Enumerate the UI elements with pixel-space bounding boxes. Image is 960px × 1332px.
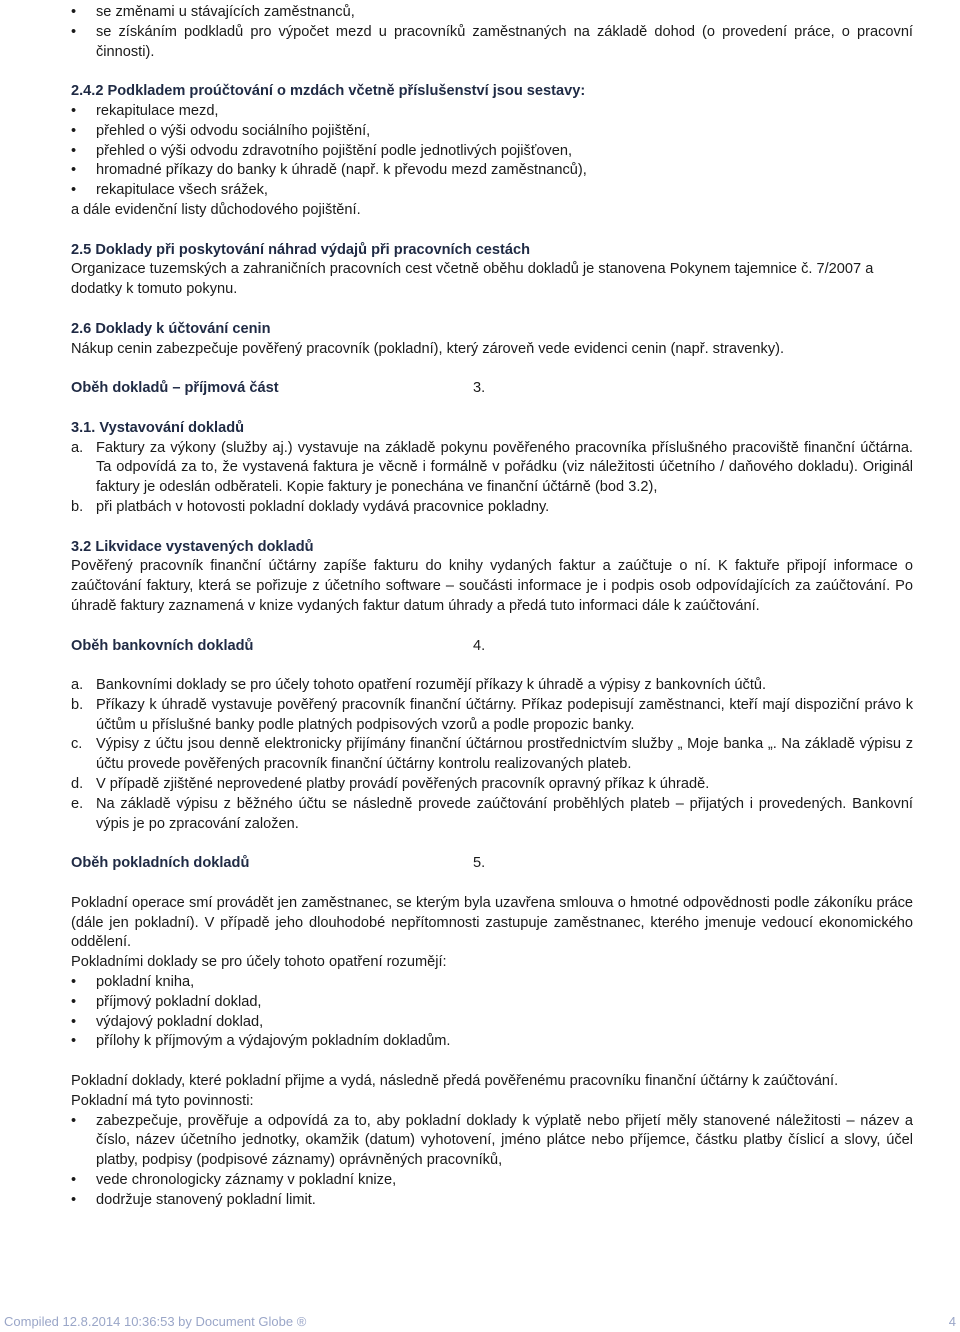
list-item: • dodržuje stanovený pokladní limit.	[71, 1191, 913, 1211]
item-text: Příkazy k úhradě vystavuje pověřený pracovník finanční účtárny. Příkaz podepisují zaměstnanci, kteří mají dispoziční právo k účtům u příslušné banky podle platných podpisových vzorů a podle propozic banky.	[96, 696, 913, 733]
item-text: Bankovními doklady se pro účely tohoto opatření rozumějí příkazy k úhradě a výpisy z bankovních účtů.	[96, 677, 767, 694]
list-item: • pokladní kniha,	[71, 973, 913, 993]
section-heading-3-1: 3.1. Vystavování dokladů	[71, 419, 245, 436]
list-item: • rekapitulace všech srážek,	[71, 181, 913, 201]
list-item: • přílohy k příjmovým a výdajovým pokladním dokladům.	[71, 1032, 913, 1052]
list-item	[71, 439, 913, 498]
list-item	[71, 498, 913, 518]
paragraph: Pokladní doklady, které pokladní přijme a vydá, následně předá pověřenému pracovníku finanční účtárny k zaúčtování.	[71, 1073, 839, 1090]
paragraph: Nákup cenin zabezpečuje pověřený pracovník (pokladní), který zároveň vede evidenci cenin (např. stravenky).	[71, 340, 785, 357]
list-item	[71, 696, 913, 736]
paragraph: Pokladními doklady se pro účely tohoto opatření rozumějí:	[71, 954, 447, 971]
paragraph: Pokladní operace smí provádět jen zaměstnanec, se kterým byla uzavřena smlouva o hmotné odpovědnosti podle zákoníku práce (dále jen pokladní). V případě jeho dlouhodobé nepřítomnosti zastupuje zaměstnanec, kterého jmenuje vedoucí ekonomického oddělení.	[71, 894, 913, 951]
item-label: b.	[71, 696, 84, 713]
chapter-number: 3.	[473, 380, 486, 397]
footer-compiled-note: Compiled 12.8.2014 10:36:53 by Document Globe ®	[4, 1314, 307, 1329]
list-item	[71, 676, 913, 696]
list-item: • se změnami u stávajících zaměstnanců,	[71, 3, 913, 23]
page-number: 4	[948, 1314, 956, 1329]
item-text: Výpisy z účtu jsou denně elektronicky přijímány finanční účtárnou prostřednictvím služby „ Moje banka „. Na základě výpisu z účtu provede pověřených pracovník finanční účtárny kontrolu realizovaných plateb.	[96, 736, 913, 773]
section-heading-3-2: 3.2 Likvidace vystavených dokladů	[71, 538, 314, 555]
section-heading-2-5: 2.5 Doklady při poskytování náhrad výdajů při pracovních cestách	[71, 241, 531, 258]
paragraph: Pověřený pracovník finanční účtárny zapíše fakturu do knihy vydaných faktur a zaúčtuje o ní. K faktuře připojí informace o zaúčtování faktury, která se pořizuje z účetního software – součásti informace je i podpis osob odpovídajících za zaúčtování. Po úhradě faktury zaznamená v knize vydaných faktur datum úhrady a předá tuto informaci dále k zaúčtování.	[71, 558, 913, 614]
chapter-heading-5	[71, 854, 913, 874]
chapter-title: Oběh dokladů – příjmová část	[71, 380, 279, 397]
item-label: a.	[71, 439, 84, 456]
item-label: c.	[71, 736, 83, 753]
list-item: • zabezpečuje, prověřuje a odpovídá za to, aby pokladní doklady k výplatě nebo přijetí měly stanovené náležitosti – název a číslo, název účetního jednotky, okamžik (datum) vyhotovení, jméno plátce nebo příjemce, částku platby číslicí a slovy, účel platby, podpisy (podpisové záznamy) oprávněných pracovníků,	[71, 1112, 913, 1171]
list-item	[71, 795, 913, 835]
list-item: • hromadné příkazy do banky k úhradě (např. k převodu mezd zaměstnanců),	[71, 161, 913, 181]
list-item: • vede chronologicky záznamy v pokladní knize,	[71, 1171, 913, 1191]
item-text: Na základě výpisu z běžného účtu se následně provede zaúčtování proběhlých plateb – přijatých i provedených. Bankovní výpis je po zpracování založen.	[96, 795, 913, 832]
item-text: V případě zjištěné neprovedené platby provádí pověřených pracovník opravný příkaz k úhradě.	[96, 776, 710, 793]
paragraph: Pokladní má tyto povinnosti:	[71, 1092, 254, 1109]
chapter-heading-4	[71, 637, 913, 657]
paragraph: Organizace tuzemských a zahraničních pracovních cest včetně oběhu dokladů je stanovena Pokynem tajemnice č. 7/2007 a dodatky k tomuto pokynu.	[71, 261, 874, 298]
list-item: • přehled o výši odvodu zdravotního pojištění podle jednotlivých pojišťoven,	[71, 142, 913, 162]
list-item: • přehled o výši odvodu sociálního pojištění,	[71, 122, 913, 142]
list-item: • se získáním podkladů pro výpočet mezd u pracovníků zaměstnaných na základě dohod (o provedení práce, o pracovní činnosti).	[71, 23, 913, 63]
list-item: • výdajový pokladní doklad,	[71, 1013, 913, 1033]
chapter-number: 4.	[473, 637, 486, 654]
item-label: d.	[71, 776, 84, 793]
document-page	[71, 3, 913, 1211]
list-item: • rekapitulace mezd,	[71, 102, 913, 122]
list-item	[71, 735, 913, 775]
item-label: e.	[71, 795, 84, 812]
chapter-heading-3	[71, 379, 913, 399]
item-text: Faktury za výkony (služby aj.) vystavuje na základě pokynu pověřeného pracovníka příslušného pracoviště finanční účtárna. Ta odpovídá za to, že vystavená faktura je věcně i formálně v pořádku (viz náležitosti účetního / daňového dokladu). Originál faktury je odeslán odběrateli. Kopie faktury je ponechána ve finanční účtárně (bod 3.2),	[96, 439, 913, 496]
item-label: a.	[71, 677, 84, 694]
item-text: při platbách v hotovosti pokladní doklady vydává pracovnice pokladny.	[96, 498, 550, 515]
section-heading-2-6: 2.6 Doklady k účtování cenin	[71, 320, 271, 337]
section-heading-2-4-2: 2.4.2 Podkladem proúčtování o mzdách včetně příslušenství jsou sestavy:	[71, 83, 586, 100]
chapter-title: Oběh bankovních dokladů	[71, 637, 254, 654]
paragraph: a dále evidenční listy důchodového pojištění.	[71, 201, 361, 218]
chapter-number: 5.	[473, 855, 486, 872]
chapter-title: Oběh pokladních dokladů	[71, 855, 250, 872]
list-item	[71, 775, 913, 795]
item-label: b.	[71, 498, 84, 515]
list-item: • příjmový pokladní doklad,	[71, 993, 913, 1013]
